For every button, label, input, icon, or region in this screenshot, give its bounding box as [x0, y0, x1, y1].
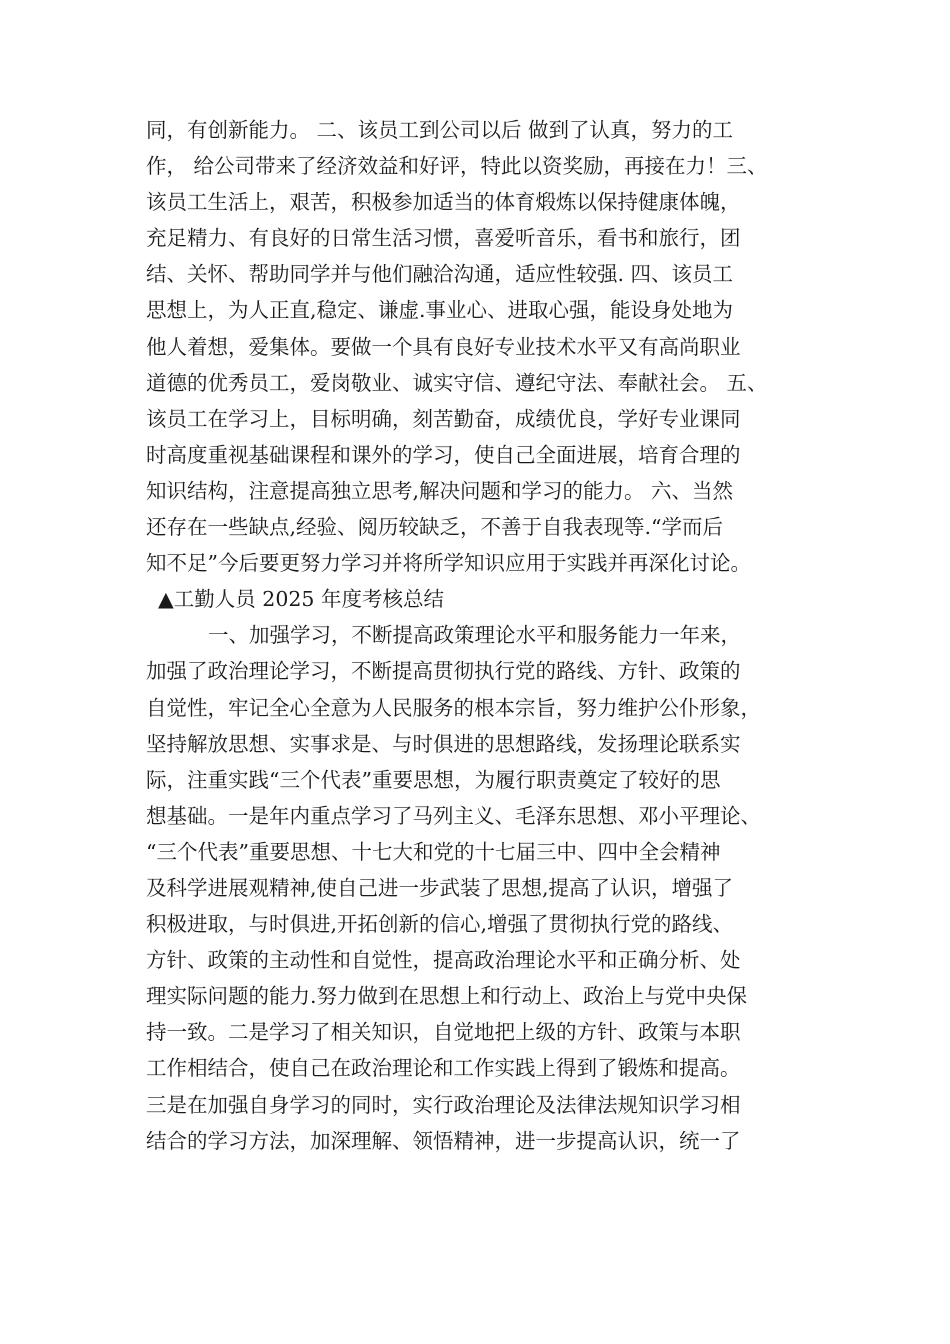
section-line: 结合的学习方法，加深理解、领悟精神，进一步提高认识，统一了 [146, 1128, 741, 1153]
document-body [146, 112, 826, 1159]
body-line: 还存在一些缺点,经验、阅历较缺乏，不善于自我表现等.“学而后 [146, 515, 724, 540]
section-line: 三是在加强自身学习的同时，实行政治理论及法律法规知识学习相 [146, 1092, 741, 1117]
body-line: 思想上，为人正直,稳定、谦虚.事业心、进取心强，能设身处地为 [146, 298, 734, 323]
section-line: 积极进取，与时俱进,开拓创新的信心,增强了贯彻执行党的路线、 [146, 912, 734, 937]
body-line: 同，有创新能力。 二、该员工到公司以后 做到了认真，努力的工 [146, 118, 734, 142]
section-line: 及科学进展观精神,使自己进一步武装了思想,提高了认识，增强了 [146, 875, 734, 900]
body-line: 作， 给公司带来了经济效益和好评，特此以资奖励，再接在力！三、 [146, 154, 768, 179]
body-line: 他人着想，爱集体。要做一个具有良好专业技术水平又有高尚职业 [146, 334, 741, 359]
section-line: 加强了政治理论学习，不断提高贯彻执行党的路线、方针、政策的 [146, 659, 741, 684]
body-line: 知不足”今后要更努力学习并将所学知识应用于实践并再深化讨论。 [146, 551, 751, 576]
section-line: 坚持解放思想、实事求是、与时俱进的思想路线，发扬理论联系实 [146, 731, 741, 756]
section-line: 想基础。一是年内重点学习了马列主义、毛泽东思想、邓小平理论、 [146, 803, 761, 828]
section-line: 一、加强学习，不断提高政策理论水平和服务能力一年来， [208, 623, 741, 648]
body-line: 知识结构，注意提高独立思考,解决问题和学习的能力。 六、当然 [146, 478, 734, 503]
body-line: 时高度重视基础课程和课外的学习，使自己全面进展，培育合理的 [146, 442, 741, 467]
body-line: 该员工在学习上，目标明确，刻苦勤奋，成绩优良，学好专业课同 [146, 406, 741, 431]
body-line: 该员工生活上，艰苦，积极参加适当的体育煅炼以保持健康体魄， [146, 190, 741, 215]
body-line: 充足精力、有良好的日常生活习惯，喜爱听音乐，看书和旅行，团 [146, 226, 741, 251]
section-line: 持一致。二是学习了相关知识，自觉地把上级的方针、政策与本职 [146, 1020, 741, 1045]
section-line: 理实际问题的能力.努力做到在思想上和行动上、政治上与党中央保 [146, 984, 748, 1009]
body-line: 道德的优秀员工，爱岗敬业、诚实守信、遵纪守法、奉献社会。 五、 [146, 370, 768, 395]
section-line: 工作相结合，使自己在政治理论和工作实践上得到了锻炼和提高。 [146, 1056, 741, 1081]
body-line: 结、关怀、帮助同学并与他们融洽沟通，适应性较强. 四、该员工 [146, 262, 734, 287]
section-line: 方针、政策的主动性和自觉性，提高政治理论水平和正确分析、处 [146, 948, 741, 973]
section-line: 际，注重实践“三个代表”重要思想，为履行职责奠定了较好的思 [146, 767, 721, 792]
section-line: 自觉性，牢记全心全意为人民服务的根本宗旨，努力维护公仆形象， [146, 695, 761, 720]
section-line: “三个代表”重要思想、十七大和党的十七届三中、四中全会精神 [146, 839, 721, 864]
section-heading: ▲工勤人员 2025 年度考核总结 [158, 587, 444, 612]
